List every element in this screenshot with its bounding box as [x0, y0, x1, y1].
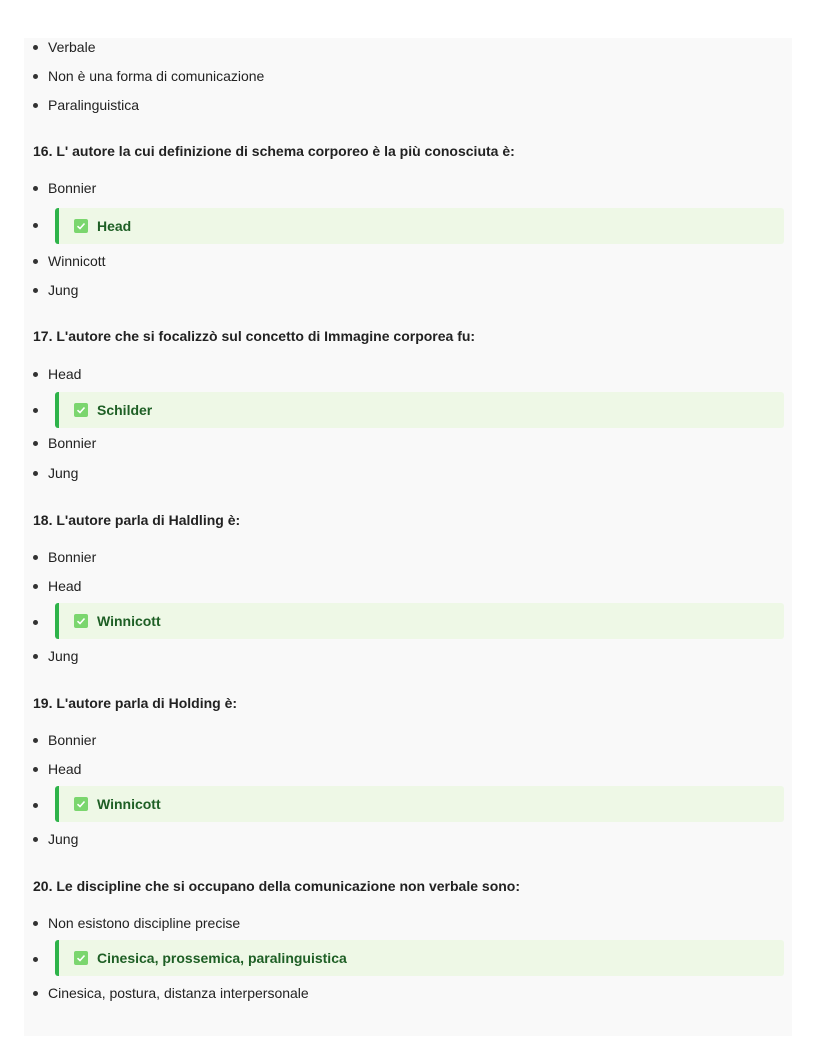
list-item	[33, 644, 78, 668]
bullet	[33, 408, 38, 413]
bullet	[33, 738, 38, 743]
bullet	[33, 74, 38, 79]
list-item	[33, 176, 96, 200]
bullet	[33, 471, 38, 476]
correct-answer	[55, 208, 784, 244]
bullet	[33, 259, 38, 264]
option-label: Bonnier	[48, 180, 97, 196]
option-label: Verbale	[48, 39, 96, 55]
checkbox-checked-icon	[74, 403, 88, 417]
list-item	[33, 757, 81, 781]
question-title: 16. L' autore la cui definizione di schema corporeo è la più conosciuta è:	[33, 143, 515, 159]
list-item	[33, 362, 81, 386]
bullet	[33, 921, 38, 926]
correct-answer-label: Schilder	[97, 402, 153, 418]
bullet	[33, 654, 38, 659]
correct-answer	[55, 603, 784, 639]
checkbox-checked-icon	[74, 951, 88, 965]
correct-answer	[55, 786, 784, 822]
question-title: 19. L'autore parla di Holding è:	[33, 695, 238, 711]
option-label: Jung	[48, 831, 79, 847]
list-item	[33, 827, 78, 851]
option-label: Paralinguistica	[48, 97, 140, 113]
checkbox-checked-icon	[74, 614, 88, 628]
list-item	[33, 35, 95, 59]
list-item	[33, 545, 96, 569]
bullet	[33, 441, 38, 446]
list-item	[33, 461, 78, 485]
option-label: Jung	[48, 465, 79, 481]
checkbox-checked-icon	[74, 797, 88, 811]
option-label: Bonnier	[48, 732, 97, 748]
question-title: 17. L'autore che si focalizzò sul concetto di Immagine corporea fu:	[33, 328, 476, 344]
option-label: Jung	[48, 648, 79, 664]
list-item	[33, 981, 309, 1005]
bullet	[33, 223, 38, 228]
list-item	[33, 911, 240, 935]
correct-answer	[55, 392, 784, 428]
bullet	[33, 803, 38, 808]
option-label: Head	[48, 761, 82, 777]
option-label: Bonnier	[48, 435, 97, 451]
list-item	[33, 64, 264, 88]
question-title: 18. L'autore parla di Haldling è:	[33, 512, 241, 528]
bullet	[33, 957, 38, 962]
bullet	[33, 584, 38, 589]
question-title: 20. Le discipline che si occupano della comunicazione non verbale sono:	[33, 878, 521, 894]
bullet	[33, 103, 38, 108]
bullet	[33, 372, 38, 377]
bullet	[33, 45, 38, 50]
option-label: Winnicott	[48, 253, 106, 269]
correct-answer-label: Winnicott	[97, 613, 161, 629]
list-item	[33, 249, 106, 273]
list-item	[33, 431, 96, 455]
list-item	[33, 93, 139, 117]
correct-answer-label: Winnicott	[97, 796, 161, 812]
bullet	[33, 620, 38, 625]
option-label: Non esistono discipline precise	[48, 915, 241, 931]
list-item	[33, 278, 78, 302]
option-label: Bonnier	[48, 549, 97, 565]
list-item	[33, 574, 81, 598]
correct-answer-label: Head	[97, 218, 132, 234]
option-label: Head	[48, 366, 82, 382]
checkbox-checked-icon	[74, 219, 88, 233]
option-label: Jung	[48, 282, 79, 298]
bullet	[33, 288, 38, 293]
correct-answer-label: Cinesica, prossemica, paralinguistica	[97, 950, 347, 966]
option-label: Cinesica, postura, distanza interpersonale	[48, 985, 309, 1001]
list-item	[33, 728, 96, 752]
bullet	[33, 555, 38, 560]
option-label: Non è una forma di comunicazione	[48, 68, 265, 84]
bullet	[33, 186, 38, 191]
bullet	[33, 991, 38, 996]
bullet	[33, 837, 38, 842]
option-label: Head	[48, 578, 82, 594]
correct-answer	[55, 940, 784, 976]
bullet	[33, 767, 38, 772]
